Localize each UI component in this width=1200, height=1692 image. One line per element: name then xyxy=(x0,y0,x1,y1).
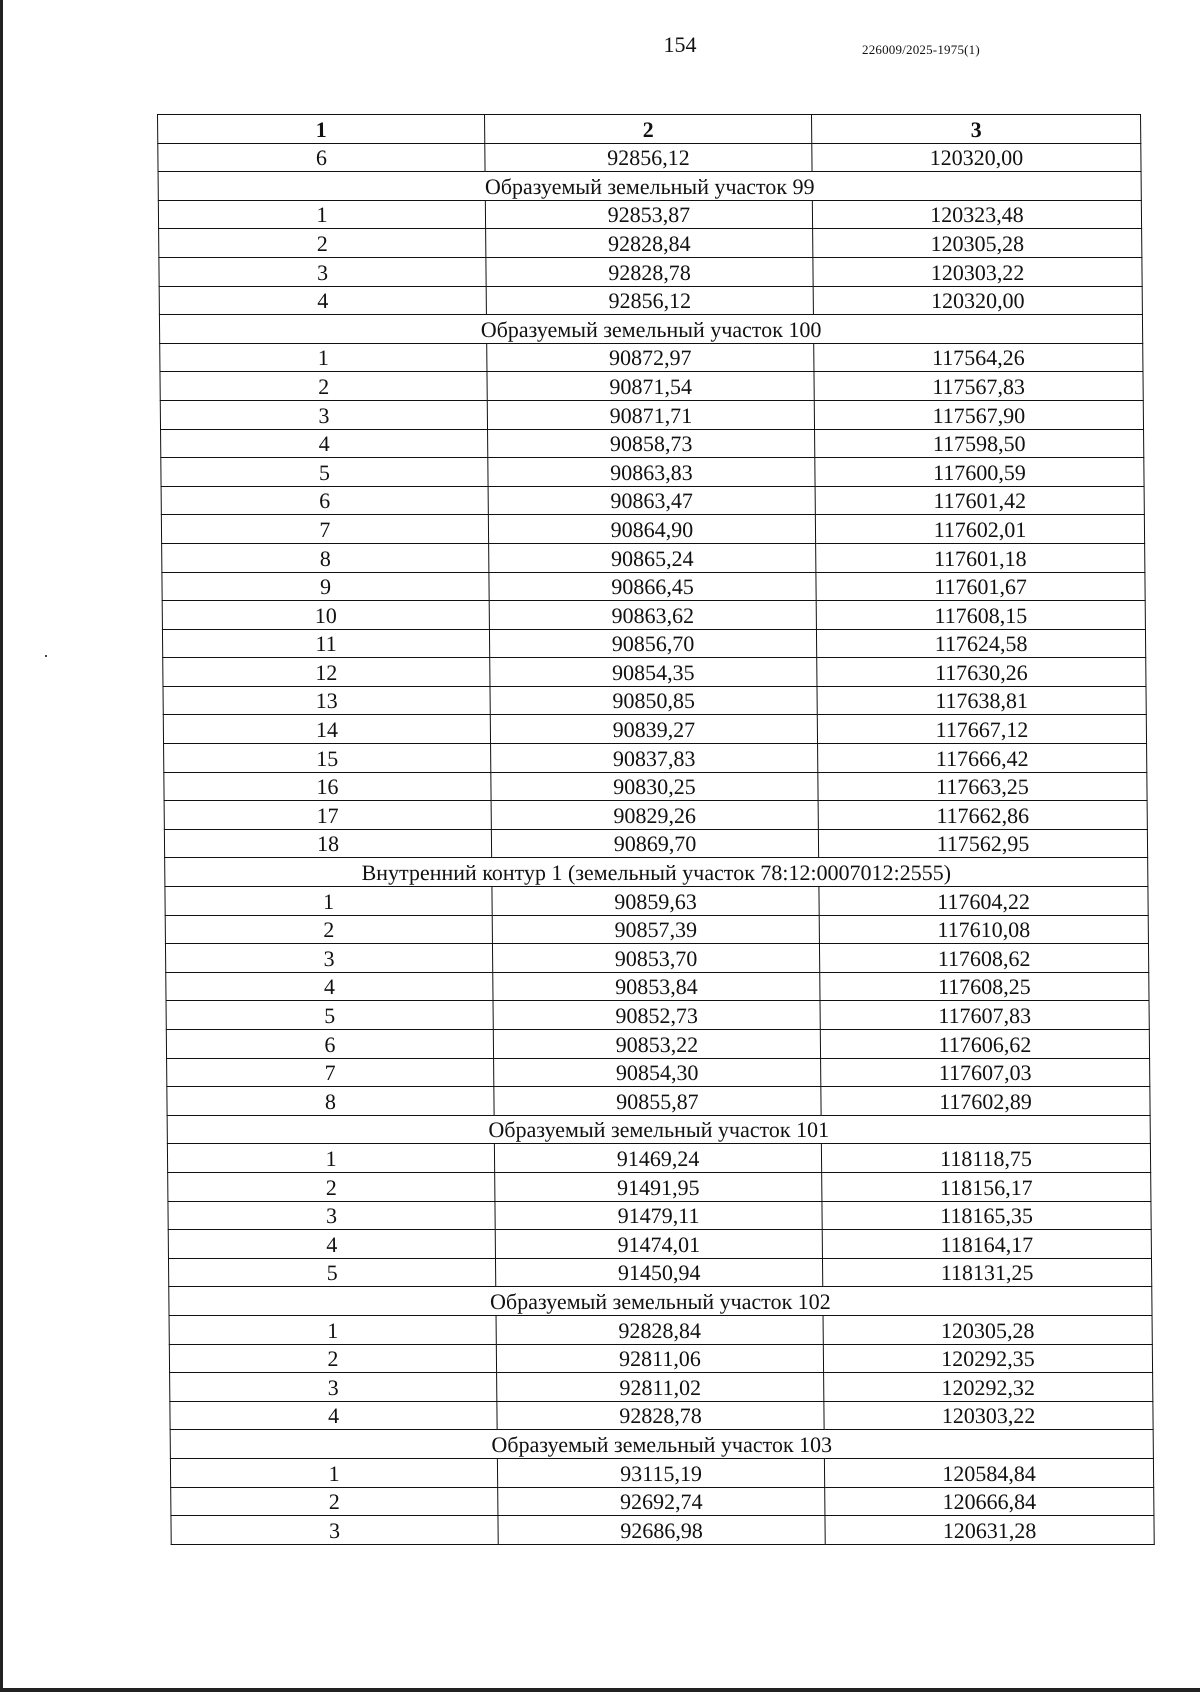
y-coordinate-cell: 120323,48 xyxy=(812,200,1141,229)
y-coordinate-cell: 117564,26 xyxy=(814,343,1143,372)
table-row xyxy=(161,486,1144,515)
x-coordinate-cell: 90830,25 xyxy=(491,772,818,801)
table-row xyxy=(169,1315,1152,1344)
point-number-cell: 5 xyxy=(161,458,488,487)
y-coordinate-cell: 120320,00 xyxy=(813,286,1142,315)
point-number-cell: 3 xyxy=(165,944,492,973)
coordinates-table xyxy=(157,114,1155,1545)
table-row xyxy=(168,1172,1151,1201)
x-coordinate-cell: 90855,87 xyxy=(494,1087,821,1116)
scan-left-edge xyxy=(0,0,3,1692)
point-number-cell: 5 xyxy=(168,1258,495,1287)
column-header-y-coordinate: 3 xyxy=(812,115,1141,144)
x-coordinate-cell: 92828,78 xyxy=(497,1401,824,1430)
table-row xyxy=(160,372,1143,401)
section-title: Образуемый земельный участок 101 xyxy=(167,1115,1150,1144)
y-coordinate-cell: 117567,83 xyxy=(814,372,1143,401)
point-number-cell: 2 xyxy=(168,1172,495,1201)
point-number-cell: 16 xyxy=(164,772,491,801)
x-coordinate-cell: 91469,24 xyxy=(494,1144,821,1173)
table-row xyxy=(164,829,1147,858)
table-row xyxy=(170,1401,1153,1430)
section-header-row xyxy=(170,1430,1153,1459)
y-coordinate-cell: 120303,22 xyxy=(813,257,1142,286)
y-coordinate-cell: 117602,89 xyxy=(821,1087,1150,1116)
table-row xyxy=(167,1058,1150,1087)
table-row xyxy=(170,1458,1153,1487)
point-number-cell: 7 xyxy=(167,1058,494,1087)
point-number-cell: 8 xyxy=(167,1087,494,1116)
y-coordinate-cell: 117562,95 xyxy=(818,829,1147,858)
x-coordinate-cell: 90863,83 xyxy=(488,458,815,487)
y-coordinate-cell: 118131,25 xyxy=(822,1258,1151,1287)
y-coordinate-cell: 120666,84 xyxy=(825,1487,1154,1516)
y-coordinate-cell: 118165,35 xyxy=(822,1201,1151,1230)
table-row xyxy=(159,257,1142,286)
x-coordinate-cell: 90850,85 xyxy=(490,686,817,715)
section-header-row xyxy=(167,1115,1150,1144)
y-coordinate-cell: 117607,03 xyxy=(821,1058,1150,1087)
section-title: Образуемый земельный участок 103 xyxy=(170,1430,1153,1459)
point-number-cell: 7 xyxy=(161,515,488,544)
table-row xyxy=(166,972,1149,1001)
point-number-cell: 3 xyxy=(168,1201,495,1230)
point-number-cell: 4 xyxy=(166,972,493,1001)
y-coordinate-cell: 117601,67 xyxy=(816,572,1145,601)
y-coordinate-cell: 120584,84 xyxy=(824,1458,1153,1487)
table-row xyxy=(161,515,1144,544)
x-coordinate-cell: 90857,39 xyxy=(492,915,819,944)
y-coordinate-cell: 117663,25 xyxy=(818,772,1147,801)
x-coordinate-cell: 90864,90 xyxy=(488,515,815,544)
x-coordinate-cell: 90863,47 xyxy=(488,486,815,515)
y-coordinate-cell: 117608,25 xyxy=(820,972,1149,1001)
table-row xyxy=(168,1201,1151,1230)
section-header-row xyxy=(159,315,1142,344)
document-reference: 226009/2025-1975(1) xyxy=(862,42,980,57)
y-coordinate-cell: 117666,42 xyxy=(818,744,1147,773)
table-row xyxy=(166,1001,1149,1030)
table-row xyxy=(163,715,1146,744)
point-number-cell: 1 xyxy=(170,1458,497,1487)
section-title: Внутренний контур 1 (земельный участок 78:12:0007012:2555) xyxy=(165,858,1148,887)
table-row xyxy=(171,1516,1154,1545)
y-coordinate-cell: 117602,01 xyxy=(815,515,1144,544)
y-coordinate-cell: 118156,17 xyxy=(822,1172,1151,1201)
table-row xyxy=(163,686,1146,715)
column-header-x-coordinate: 2 xyxy=(485,115,812,144)
y-coordinate-cell: 117608,15 xyxy=(816,601,1145,630)
point-number-cell: 9 xyxy=(162,572,489,601)
table-row xyxy=(164,801,1147,830)
point-number-cell: 6 xyxy=(166,1030,493,1059)
section-title: Образуемый земельный участок 100 xyxy=(159,315,1142,344)
y-coordinate-cell: 117600,59 xyxy=(815,458,1144,487)
y-coordinate-cell: 120305,28 xyxy=(823,1315,1152,1344)
scan-bottom-edge xyxy=(0,1688,1200,1692)
point-number-cell: 3 xyxy=(160,400,487,429)
x-coordinate-cell: 90859,63 xyxy=(492,887,819,916)
point-number-cell: 3 xyxy=(159,257,486,286)
table-row xyxy=(162,601,1145,630)
point-number-cell: 6 xyxy=(161,486,488,515)
point-number-cell: 10 xyxy=(162,601,489,630)
y-coordinate-cell: 120320,00 xyxy=(812,143,1141,172)
point-number-cell: 1 xyxy=(169,1315,496,1344)
table-row xyxy=(168,1258,1151,1287)
point-number-cell: 3 xyxy=(170,1373,497,1402)
point-number-cell: 1 xyxy=(158,200,485,229)
x-coordinate-cell: 90872,97 xyxy=(487,343,814,372)
y-coordinate-cell: 117662,86 xyxy=(818,801,1147,830)
x-coordinate-cell: 92828,84 xyxy=(486,229,813,258)
x-coordinate-cell: 90853,70 xyxy=(492,944,819,973)
x-coordinate-cell: 92811,02 xyxy=(497,1373,824,1402)
y-coordinate-cell: 117601,18 xyxy=(816,543,1145,572)
x-coordinate-cell: 91474,01 xyxy=(495,1230,822,1259)
scan-speck xyxy=(45,655,47,657)
x-coordinate-cell: 90863,62 xyxy=(489,601,816,630)
x-coordinate-cell: 92828,84 xyxy=(496,1315,823,1344)
table-row xyxy=(164,772,1147,801)
y-coordinate-cell: 117624,58 xyxy=(816,629,1145,658)
section-header-row xyxy=(165,858,1148,887)
column-header-point-number: 1 xyxy=(158,115,485,144)
table-row xyxy=(158,143,1141,172)
point-number-cell: 2 xyxy=(171,1487,498,1516)
x-coordinate-cell: 90854,30 xyxy=(494,1058,821,1087)
x-coordinate-cell: 90856,70 xyxy=(489,629,816,658)
y-coordinate-cell: 117630,26 xyxy=(817,658,1146,687)
table-header-row xyxy=(158,115,1141,144)
table-row xyxy=(161,429,1144,458)
x-coordinate-cell: 92686,98 xyxy=(498,1516,825,1545)
y-coordinate-cell: 120292,35 xyxy=(823,1344,1152,1373)
x-coordinate-cell: 90865,24 xyxy=(489,543,816,572)
x-coordinate-cell: 91491,95 xyxy=(495,1172,822,1201)
y-coordinate-cell: 117567,90 xyxy=(814,400,1143,429)
point-number-cell: 3 xyxy=(171,1516,498,1545)
y-coordinate-cell: 120305,28 xyxy=(813,229,1142,258)
y-coordinate-cell: 117598,50 xyxy=(815,429,1144,458)
point-number-cell: 2 xyxy=(159,229,486,258)
table-row xyxy=(165,915,1148,944)
y-coordinate-cell: 117608,62 xyxy=(819,944,1148,973)
x-coordinate-cell: 90853,22 xyxy=(493,1030,820,1059)
x-coordinate-cell: 90871,54 xyxy=(487,372,814,401)
x-coordinate-cell: 91479,11 xyxy=(495,1201,822,1230)
table-row xyxy=(161,458,1144,487)
table-row xyxy=(162,572,1145,601)
x-coordinate-cell: 92828,78 xyxy=(486,257,813,286)
point-number-cell: 6 xyxy=(158,143,485,172)
y-coordinate-cell: 117601,42 xyxy=(815,486,1144,515)
table-row xyxy=(167,1144,1150,1173)
point-number-cell: 4 xyxy=(159,286,486,315)
y-coordinate-cell: 117607,83 xyxy=(820,1001,1149,1030)
table-body xyxy=(158,143,1154,1544)
y-coordinate-cell: 120303,22 xyxy=(824,1401,1153,1430)
x-coordinate-cell: 92853,87 xyxy=(485,200,812,229)
table-row xyxy=(159,229,1142,258)
table-row xyxy=(171,1487,1154,1516)
point-number-cell: 17 xyxy=(164,801,491,830)
table-row xyxy=(163,658,1146,687)
point-number-cell: 1 xyxy=(165,887,492,916)
table-row xyxy=(165,944,1148,973)
x-coordinate-cell: 90839,27 xyxy=(490,715,817,744)
x-coordinate-cell: 91450,94 xyxy=(495,1258,822,1287)
x-coordinate-cell: 92856,12 xyxy=(485,143,812,172)
table-row xyxy=(162,629,1145,658)
x-coordinate-cell: 90866,45 xyxy=(489,572,816,601)
x-coordinate-cell: 90858,73 xyxy=(488,429,815,458)
y-coordinate-cell: 117638,81 xyxy=(817,686,1146,715)
x-coordinate-cell: 92856,12 xyxy=(486,286,813,315)
table-row xyxy=(159,286,1142,315)
point-number-cell: 5 xyxy=(166,1001,493,1030)
section-header-row xyxy=(169,1287,1152,1316)
y-coordinate-cell: 117610,08 xyxy=(819,915,1148,944)
x-coordinate-cell: 90853,84 xyxy=(493,972,820,1001)
point-number-cell: 15 xyxy=(164,744,491,773)
point-number-cell: 11 xyxy=(162,629,489,658)
x-coordinate-cell: 90869,70 xyxy=(491,829,818,858)
point-number-cell: 4 xyxy=(161,429,488,458)
table-row xyxy=(160,400,1143,429)
table-row xyxy=(164,744,1147,773)
x-coordinate-cell: 92811,06 xyxy=(496,1344,823,1373)
point-number-cell: 18 xyxy=(164,829,491,858)
page-number: 154 xyxy=(663,32,697,57)
table-row xyxy=(165,887,1148,916)
y-coordinate-cell: 120631,28 xyxy=(825,1516,1154,1545)
table-row xyxy=(158,200,1141,229)
point-number-cell: 13 xyxy=(163,686,490,715)
point-number-cell: 2 xyxy=(165,915,492,944)
point-number-cell: 12 xyxy=(163,658,490,687)
x-coordinate-cell: 90837,83 xyxy=(491,744,818,773)
y-coordinate-cell: 118164,17 xyxy=(822,1230,1151,1259)
table-row xyxy=(168,1230,1151,1259)
point-number-cell: 2 xyxy=(160,372,487,401)
y-coordinate-cell: 120292,32 xyxy=(824,1373,1153,1402)
point-number-cell: 4 xyxy=(170,1401,497,1430)
point-number-cell: 8 xyxy=(162,543,489,572)
table-row xyxy=(167,1087,1150,1116)
table-row xyxy=(160,343,1143,372)
y-coordinate-cell: 118118,75 xyxy=(821,1144,1150,1173)
table-row xyxy=(170,1373,1153,1402)
y-coordinate-cell: 117667,12 xyxy=(817,715,1146,744)
x-coordinate-cell: 93115,19 xyxy=(497,1458,824,1487)
point-number-cell: 14 xyxy=(163,715,490,744)
point-number-cell: 1 xyxy=(160,343,487,372)
point-number-cell: 4 xyxy=(168,1230,495,1259)
point-number-cell: 2 xyxy=(169,1344,496,1373)
table-row xyxy=(162,543,1145,572)
section-title: Образуемый земельный участок 102 xyxy=(169,1287,1152,1316)
x-coordinate-cell: 92692,74 xyxy=(498,1487,825,1516)
y-coordinate-cell: 117606,62 xyxy=(820,1030,1149,1059)
x-coordinate-cell: 90871,71 xyxy=(487,400,814,429)
point-number-cell: 1 xyxy=(167,1144,494,1173)
section-title: Образуемый земельный участок 99 xyxy=(158,172,1141,201)
x-coordinate-cell: 90852,73 xyxy=(493,1001,820,1030)
table-row xyxy=(169,1344,1152,1373)
y-coordinate-cell: 117604,22 xyxy=(819,887,1148,916)
x-coordinate-cell: 90854,35 xyxy=(490,658,817,687)
table-row xyxy=(166,1030,1149,1059)
x-coordinate-cell: 90829,26 xyxy=(491,801,818,830)
section-header-row xyxy=(158,172,1141,201)
